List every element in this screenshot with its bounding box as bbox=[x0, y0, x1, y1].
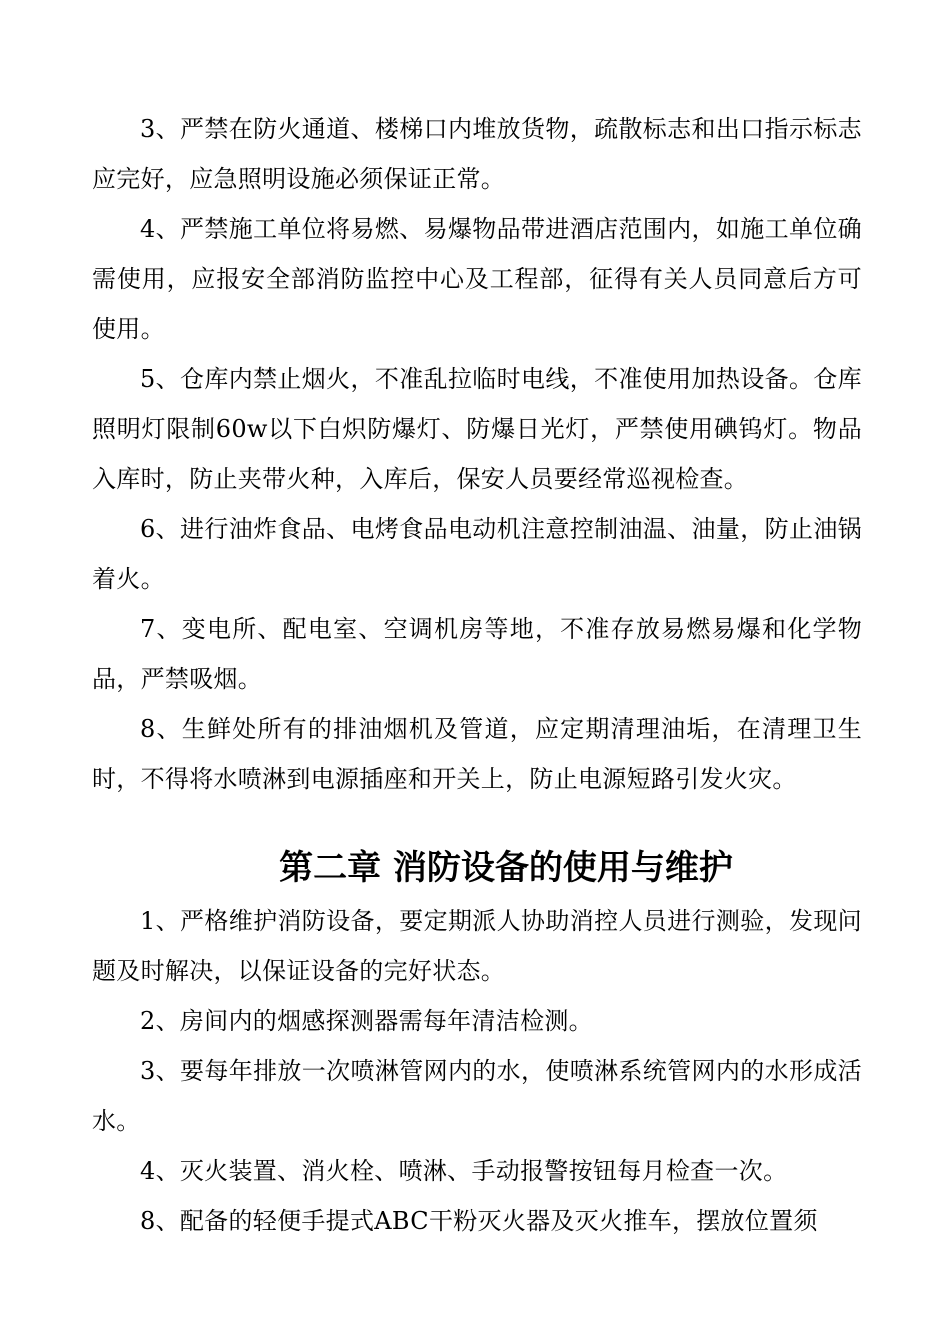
paragraph-rule-8: 8、生鲜处所有的排油烟机及管道，应定期清理油垢，在清理卫生时，不得将水喷淋到电源插座和开关上，防止电源短路引发火灾。 bbox=[92, 715, 862, 793]
document-page bbox=[92, 104, 862, 1246]
paragraph-rule-7: 7、变电所、配电室、空调机房等地，不准存放易燃易爆和化学物品，严禁吸烟。 bbox=[92, 615, 862, 693]
paragraph-chapter2-item-8: 8、配备的轻便手提式ABC干粉灭火器及灭火推车，摆放位置须 bbox=[140, 1207, 818, 1235]
paragraph-chapter2-item-1: 1、严格维护消防设备，要定期派人协助消控人员进行测验，发现问题及时解决，以保证设备的完好状态。 bbox=[92, 907, 862, 985]
paragraph-rule-4: 4、严禁施工单位将易燃、易爆物品带进酒店范围内，如施工单位确需使用，应报安全部消防监控中心及工程部，征得有关人员同意后方可使用。 bbox=[92, 215, 862, 343]
chapter-title: 第二章 消防设备的使用与维护 bbox=[279, 848, 733, 888]
paragraph-rule-5: 5、仓库内禁止烟火，不准乱拉临时电线，不准使用加热设备。仓库照明灯限制60w以下白炽防爆灯、防爆日光灯，严禁使用碘钨灯。物品入库时，防止夹带火种，入库后，保安人员要经常巡视检查。 bbox=[92, 365, 862, 493]
paragraph-chapter2-item-2: 2、房间内的烟感探测器需每年清洁检测。 bbox=[140, 1007, 593, 1035]
paragraph-chapter2-item-4: 4、灭火装置、消火栓、喷淋、手动报警按钮每月检查一次。 bbox=[140, 1157, 788, 1185]
paragraph-rule-3: 3、严禁在防火通道、楼梯口内堆放货物，疏散标志和出口指示标志应完好，应急照明设施必须保证正常。 bbox=[92, 115, 862, 193]
paragraph-rule-6: 6、进行油炸食品、电烤食品电动机注意控制油温、油量，防止油锅着火。 bbox=[92, 515, 862, 593]
paragraph-chapter2-item-3: 3、要每年排放一次喷淋管网内的水，使喷淋系统管网内的水形成活水。 bbox=[92, 1057, 862, 1135]
